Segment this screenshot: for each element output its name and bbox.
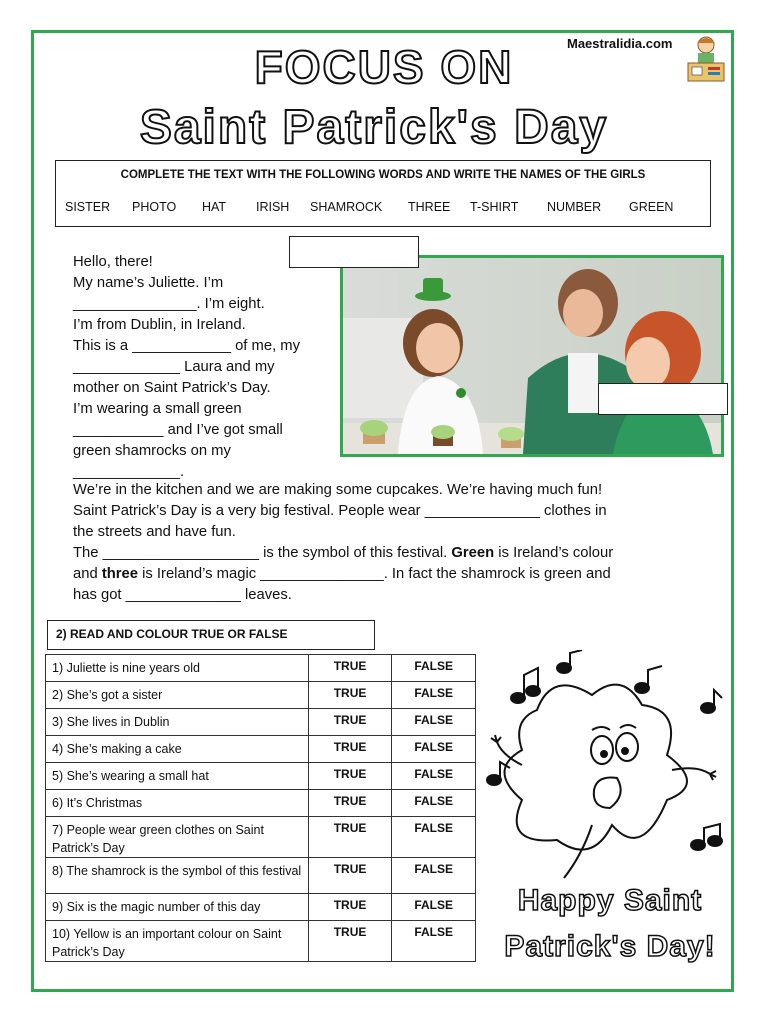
true-option[interactable]: TRUE <box>308 894 392 921</box>
kitchen-photo <box>340 255 724 457</box>
text-line: I’m from Dublin, in Ireland. <box>73 317 246 333</box>
intro-text <box>73 252 300 483</box>
false-option[interactable]: FALSE <box>392 763 476 790</box>
text-line: ___________ and I’ve got small <box>73 422 283 438</box>
kitchen-photo-image <box>343 258 721 454</box>
false-option[interactable]: FALSE <box>392 921 476 962</box>
true-option[interactable]: TRUE <box>308 790 392 817</box>
true-option[interactable]: TRUE <box>308 655 392 682</box>
true-false-table <box>45 654 476 962</box>
true-option[interactable]: TRUE <box>308 763 392 790</box>
true-option[interactable]: TRUE <box>308 858 392 894</box>
word-bank-item: THREE <box>408 200 451 214</box>
statement-text: 3) She lives in Dublin <box>46 709 309 736</box>
table-row <box>46 790 476 817</box>
true-option[interactable]: TRUE <box>308 736 392 763</box>
text-line: _____________ Laura and my <box>73 359 275 375</box>
instruction-text: COMPLETE THE TEXT WITH THE FOLLOWING WORDS AND WRITE THE NAMES OF THE GIRLS <box>120 169 646 181</box>
text-line: Saint Patrick’s Day is a very big festival. People wear ______________ clothes in <box>73 503 607 519</box>
statement-text: 9) Six is the magic number of this day <box>46 894 309 921</box>
statement-text: 2) She’s got a sister <box>46 682 309 709</box>
statement-text: 4) She’s making a cake <box>46 736 309 763</box>
text-line: _____________. <box>73 464 185 480</box>
table-row <box>46 682 476 709</box>
text-line: The ___________________ is the symbol of this festival. Green is Ireland’s colour <box>73 545 614 561</box>
happy-line-1: Happy Saint <box>517 884 703 917</box>
table-row <box>46 817 476 858</box>
word-bank <box>55 160 711 227</box>
shamrock-character-icon <box>482 650 727 885</box>
statement-text: 10) Yellow is an important colour on Saint Patrick’s Day <box>46 921 309 962</box>
text-line: has got ______________ leaves. <box>73 587 292 603</box>
section2-title: 2) READ AND COLOUR TRUE OR FALSE <box>47 620 375 650</box>
statement-text: 6) It’s Christmas <box>46 790 309 817</box>
story-text <box>73 480 613 606</box>
statement-text: 7) People wear green clothes on Saint Patrick’s Day <box>46 817 309 858</box>
word-bank-item: T-SHIRT <box>470 200 519 214</box>
table-row <box>46 655 476 682</box>
word-bank-item: NUMBER <box>547 200 602 214</box>
table-row <box>46 736 476 763</box>
name-blank-right-girl[interactable] <box>598 383 728 415</box>
word-bank-item: IRISH <box>256 200 290 214</box>
text-line: I’m wearing a small green <box>73 401 242 417</box>
table-row <box>46 921 476 962</box>
true-option[interactable]: TRUE <box>308 709 392 736</box>
true-option[interactable]: TRUE <box>308 817 392 858</box>
text-line: Hello, there! <box>73 254 153 270</box>
word-bank-item: HAT <box>202 200 227 214</box>
false-option[interactable]: FALSE <box>392 655 476 682</box>
table-row <box>46 858 476 894</box>
text-line: We’re in the kitchen and we are making some cupcakes. We’re having much fun! <box>73 482 603 498</box>
false-option[interactable]: FALSE <box>392 894 476 921</box>
text-line: the streets and have fun. <box>73 524 236 540</box>
text-line: My name’s Juliette. I’m <box>73 275 224 291</box>
true-option[interactable]: TRUE <box>308 682 392 709</box>
table-row <box>46 709 476 736</box>
false-option[interactable]: FALSE <box>392 736 476 763</box>
false-option[interactable]: FALSE <box>392 817 476 858</box>
text-line: green shamrocks on my <box>73 443 231 459</box>
table-row <box>46 894 476 921</box>
title-saint-patricks-day: Saint Patrick's Day <box>139 101 609 154</box>
word-bank-item: SISTER <box>65 200 111 214</box>
true-option[interactable]: TRUE <box>308 921 392 962</box>
statement-text: 8) The shamrock is the symbol of this festival <box>46 858 309 894</box>
text-line: _______________. I’m eight. <box>73 296 265 312</box>
false-option[interactable]: FALSE <box>392 682 476 709</box>
title-focus-on: FOCUS ON <box>254 41 514 93</box>
false-option[interactable]: FALSE <box>392 858 476 894</box>
word-bank-item: PHOTO <box>132 200 177 214</box>
statement-text: 1) Juliette is nine years old <box>46 655 309 682</box>
text-line: and three is Ireland’s magic _______________. In fact the shamrock is green and <box>73 566 611 582</box>
text-line: mother on Saint Patrick’s Day. <box>73 380 271 396</box>
word-bank-item: GREEN <box>629 200 674 214</box>
name-blank-left-girl[interactable] <box>289 236 419 268</box>
text-line: This is a ____________ of me, my <box>73 338 301 354</box>
table-row <box>46 763 476 790</box>
statement-text: 5) She’s wearing a small hat <box>46 763 309 790</box>
happy-line-2: Patrick's Day! <box>504 930 716 963</box>
false-option[interactable]: FALSE <box>392 790 476 817</box>
false-option[interactable]: FALSE <box>392 709 476 736</box>
word-bank-item: SHAMROCK <box>310 200 383 214</box>
site-name: Maestralidia.com <box>567 36 673 51</box>
